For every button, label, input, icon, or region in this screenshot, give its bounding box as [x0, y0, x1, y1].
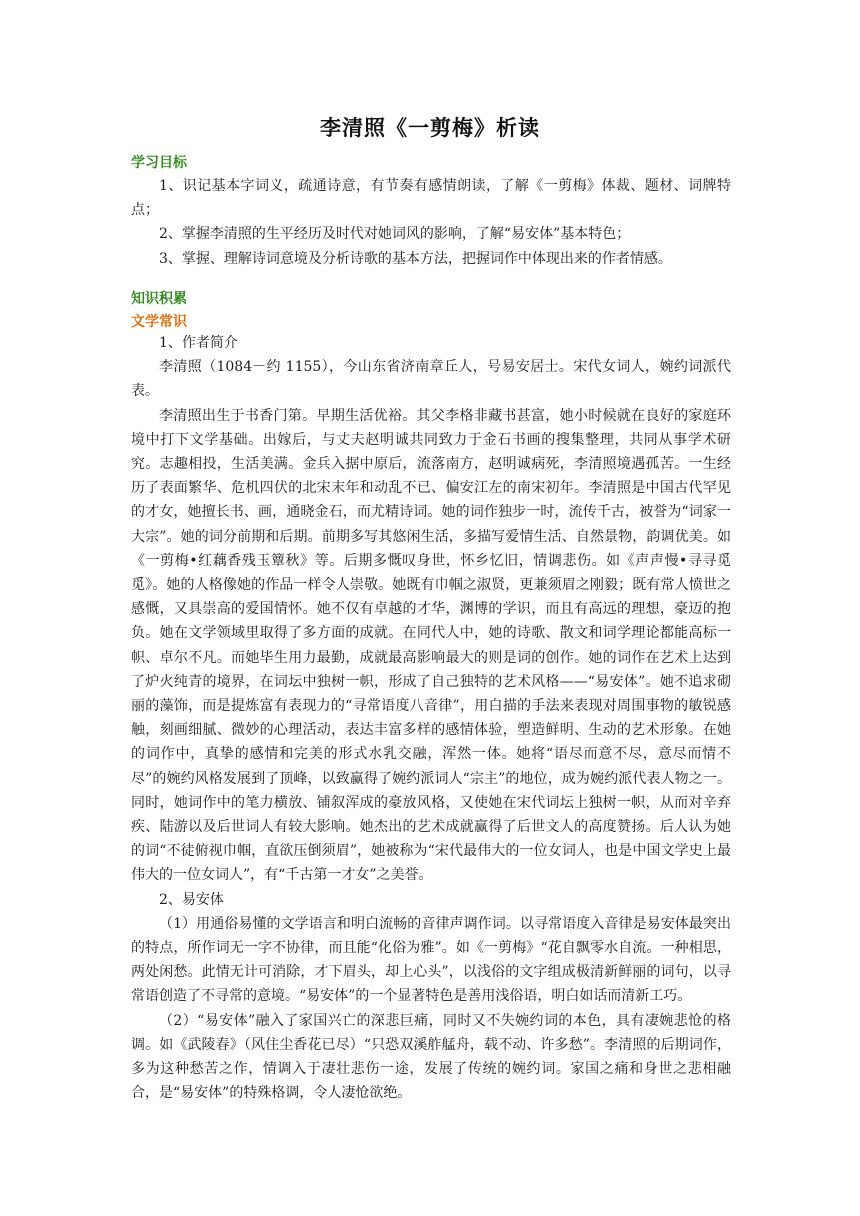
yian-paragraph: （2）“易安体”融入了家国兴亡的深悲巨痛，同时又不失婉约词的本色，具有凄婉悲怆的格调。如《武陵春》（风住尘香花已尽）“只恐双溪舴艋舟，载不动、许多愁”。李清照的后期词作，多为这种愁苦之作，情调入于凄壮悲伤一途，发展了传统的婉约词。家国之痛和身世之悲相融合，是“易安体”的特殊格调，令人凄怆欲绝。	[131, 1012, 731, 1102]
section-heading-goals: 学习目标	[131, 155, 187, 171]
yian-paragraph: （1）用通俗易懂的文学语言和明白流畅的音律声调作词。以寻常语度入音律是易安体最突出的特点，所作词无一字不协律，而且能“化俗为雅”。如《一剪梅》“花自飘零水自流。一种相思，两处闲愁。此情无计可消除，才下眉头，却上心头”，以浅俗的文字组成极清新鲜丽的词句，以寻常语创造了不寻常的意境。“易安体”的一个显著特色是善用浅俗语，明白如话而清新工巧。	[131, 915, 731, 1005]
goal-item: 3、掌握、理解诗词意境及分析诗歌的基本方法，把握词作中体现出来的作者情感。	[159, 250, 672, 267]
author-paragraph: 李清照出生于书香门第。早期生活优裕。其父李格非藏书甚富，她小时候就在良好的家庭环境中打下文学基础。出嫁后，与丈夫赵明诚共同致力于金石书画的搜集整理，共同从事学术研究。志趣相投，生活美满。金兵入据中原后，流落南方，赵明诚病死，李清照境遇孤苦。一生经历了表面繁华、危机四伏的北宋末年和动乱不已、偏安江左的南宋初年。李清照是中国古代罕见的才女，她擅长书、画，通晓金石，而尤精诗词。她的词作独步一时，流传千古，被誉为“词家一大宗”。她的词分前期和后期。前期多写其悠闲生活，多描写爱情生活、自然景物，韵调优美。如《一剪梅•红藕香残玉簟秋》等。后期多慨叹身世，怀乡忆旧，情调悲伤。如《声声慢•寻寻觅觅》。她的人格像她的作品一样令人崇敬。她既有巾帼之淑贤，更兼须眉之刚毅；既有常人愤世之感慨，又具崇高的爱国情怀。她不仅有卓越的才华，渊博的学识，而且有高远的理想，豪迈的抱负。她在文学领域里取得了多方面的成就。在同代人中，她的诗歌、散文和词学理论都能高标一帜、卓尔不凡。而她毕生用力最勤，成就最高影响最大的则是词的创作。她的词作在艺术上达到了炉火纯青的境界，在词坛中独树一帜，形成了自己独特的艺术风格——“易安体”。她不追求砌丽的藻饰，而是提炼富有表现力的“寻常语度八音律”，用白描的手法来表现对周围事物的敏锐感触，刻画细腻、微妙的心理活动，表达丰富多样的感情体验，塑造鲜明、生动的艺术形象。在她的词作中，真挚的感情和完美的形式水乳交融，浑然一体。她将“语尽而意不尽，意尽而情不尽”的婉约风格发展到了顶峰，以致赢得了婉约派词人“宗主”的地位，成为婉约派代表人物之一。同时，她词作中的笔力横放、铺叙浑成的豪放风格，又使她在宋代词坛上独树一帜，从而对辛弃疾、陆游以及后世词人有较大影响。她杰出的艺术成就赢得了后世文人的高度赞扬。后人认为她的词“不徒俯视巾帼，直欲压倒须眉”，她被称为“宋代最伟大的一位女词人，也是中国文学史上最伟大的一位女词人”，有“千古第一才女”之美誉。	[131, 407, 731, 884]
goal-item: 1、识记基本字词义，疏通诗意，有节奏有感情朗读，了解《一剪梅》体裁、题材、词牌特点；	[131, 178, 731, 219]
section-heading-literature: 文学常识	[131, 314, 187, 330]
goals-list	[131, 174, 731, 271]
section-heading-knowledge: 知识积累	[131, 291, 187, 307]
author-paragraph: 李清照（1084－约 1155），今山东省济南章丘人，号易安居士。宋代女词人，婉约词派代表。	[131, 359, 731, 400]
goal-item: 2、掌握李清照的生平经历及时代对她词风的影响，了解“易安体”基本特色；	[159, 226, 631, 243]
subsection-heading-yian: 2、易安体	[159, 891, 224, 908]
document-title: 李清照《一剪梅》析读	[320, 116, 540, 140]
subsection-heading-author: 1、作者简介	[159, 335, 238, 351]
literature-content	[131, 331, 731, 1106]
